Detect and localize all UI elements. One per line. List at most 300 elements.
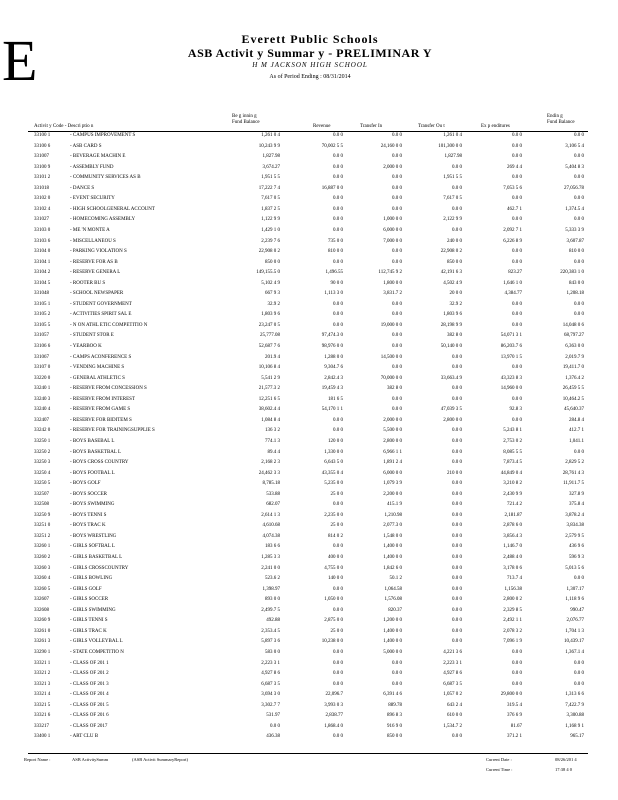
current-date-label: Current Date : xyxy=(486,757,512,762)
school-name: Everett Public Schools xyxy=(241,32,379,46)
transfer-in: 50.1 2 xyxy=(389,576,402,582)
expenditures: 14,960 0 0 xyxy=(500,386,522,392)
activity-code: 33104 0 xyxy=(34,249,51,255)
transfer-in: 19,000 0 0 xyxy=(380,322,402,328)
transfer-in: 0.0 0 xyxy=(392,249,402,255)
table-row xyxy=(0,492,618,503)
expenditures: 0.0 0 xyxy=(512,312,522,318)
revenue: 5,235 0 0 xyxy=(324,481,343,487)
revenue: 0.0 0 xyxy=(333,681,343,687)
transfer-out: 4,927 8 6 xyxy=(443,671,462,677)
activity-description: - GIRLS TRAC K xyxy=(70,628,107,634)
ending-balance: 1,376.4 2 xyxy=(565,375,584,381)
activity-code: 33260 5 xyxy=(34,586,51,592)
ending-balance: 0.0 0 xyxy=(574,312,584,318)
revenue: 0.0 0 xyxy=(333,227,343,233)
activity-description: - RESERVE FOR TRAININGSUPPLIE S xyxy=(70,428,155,434)
beginning-balance: 8,785.18 xyxy=(262,481,280,487)
ending-balance: 1,367.1 4 xyxy=(565,649,584,655)
transfer-in: 0.0 0 xyxy=(392,154,402,160)
activity-description: - CAMPS ACONFERENCE S xyxy=(70,354,132,360)
table-row xyxy=(0,207,618,218)
ending-balance: 596 9 3 xyxy=(569,555,584,560)
expenditures: 81.67 xyxy=(510,723,522,729)
revenue: 0.0 0 xyxy=(333,734,343,740)
activity-code: 33103 6 xyxy=(34,238,51,244)
beginning-balance: 1,122 9 9 xyxy=(261,217,280,223)
revenue: 140 0 0 xyxy=(328,576,343,582)
table-row xyxy=(0,587,618,598)
expenditures: 0.0 0 xyxy=(512,143,522,149)
ending-balance: 2,579 9 5 xyxy=(565,533,584,539)
transfer-in: 3,831.7 2 xyxy=(383,291,402,297)
beginning-balance: 17,222 7 4 xyxy=(258,185,280,191)
activity-description: - RESERVE GENERA L xyxy=(70,270,121,276)
activity-code: 33260 2 xyxy=(34,555,51,560)
activity-code: 33321 1 xyxy=(34,660,51,666)
revenue: 814 0 2 xyxy=(328,533,343,539)
transfer-out: 0.0 0 xyxy=(452,164,462,170)
transfer-out: 2,800 0 0 xyxy=(443,417,462,423)
report-letter: E xyxy=(2,28,38,93)
transfer-out: 2,122 9 9 xyxy=(443,217,462,223)
transfer-out: 0.0 0 xyxy=(452,586,462,592)
transfer-in: 1,576.08 xyxy=(384,597,402,603)
table-row xyxy=(0,523,618,534)
table-row xyxy=(0,481,618,492)
col-activity: Activit y Code - Descri ptio n xyxy=(34,124,94,129)
activity-code: 33321 3 xyxy=(34,681,51,687)
activity-description: - VENDING MACHINE S xyxy=(70,365,125,371)
revenue: 0.0 0 xyxy=(333,312,343,318)
table-row xyxy=(0,629,618,640)
activity-description: - CLASS OF 201 2 xyxy=(70,671,109,677)
table-row xyxy=(0,270,618,281)
col-transfer-out: Transfer Ou t xyxy=(418,124,445,129)
transfer-out: 0.0 0 xyxy=(452,533,462,539)
activity-description: - BOYS TRAC K xyxy=(70,523,106,529)
expenditures: 0.0 0 xyxy=(512,417,522,423)
table-row xyxy=(0,249,618,260)
ending-balance: 220,383 1 0 xyxy=(560,270,584,276)
transfer-out: 0.0 0 xyxy=(452,185,462,191)
expenditures: 2,329 8 5 xyxy=(503,607,522,613)
activity-description: - HIGH SCHOOLGENERAL ACCOUNT xyxy=(70,206,155,212)
activity-description: - BOYS CROSS COUNTRY xyxy=(70,460,129,466)
expenditures: 8,085 5 5 xyxy=(503,449,522,455)
beginning-balance: 523.6 2 xyxy=(265,576,280,582)
col-ending-line2: Fund Balance xyxy=(547,120,575,125)
transfer-out: 0.0 0 xyxy=(452,576,462,582)
activity-code: 33321 6 xyxy=(34,713,51,719)
activity-code: 33260 4 xyxy=(34,576,51,582)
transfer-out: 0.0 0 xyxy=(452,618,462,624)
transfer-in: 2,200 0 0 xyxy=(383,491,402,497)
activity-code: 33261 0 xyxy=(34,628,51,634)
transfer-out: 1,827.98 xyxy=(444,154,462,160)
transfer-in: 6,000 0 0 xyxy=(383,227,402,233)
ending-balance: 327.8 9 xyxy=(569,491,584,497)
activity-description: - CLASS OF 201 3 xyxy=(70,681,109,687)
table-row xyxy=(0,418,618,429)
expenditures: 5,243 8 1 xyxy=(503,428,522,434)
transfer-in: 1,064.58 xyxy=(384,586,402,592)
table-row xyxy=(0,471,618,482)
revenue: 0.0 0 xyxy=(333,671,343,677)
revenue: 25 0 0 xyxy=(330,628,343,634)
ending-balance: 0.0 0 xyxy=(574,449,584,455)
expenditures: 7,096 1 9 xyxy=(503,639,522,645)
table-row xyxy=(0,502,618,513)
expenditures: 2,078 3 2 xyxy=(503,628,522,634)
expenditures: 2,181.87 xyxy=(504,512,522,518)
transfer-in: 70,000 0 0 xyxy=(380,375,402,381)
ending-balance: 28,761 4 3 xyxy=(562,470,584,476)
expenditures: 0.0 0 xyxy=(512,396,522,402)
expenditures: 721.4 2 xyxy=(507,502,522,508)
transfer-in: 5,500 0 0 xyxy=(383,428,402,434)
table-row xyxy=(0,713,618,724)
expenditures: 0.0 0 xyxy=(512,196,522,202)
expenditures: 0.0 0 xyxy=(512,671,522,677)
transfer-out: 4,221 3 6 xyxy=(443,649,462,655)
activity-description: - ASSEMBLY FUND xyxy=(70,164,114,170)
transfer-in: 2,000 0 0 xyxy=(383,417,402,423)
table-row xyxy=(0,597,618,608)
transfer-in: 5,000 0 0 xyxy=(383,649,402,655)
beginning-balance: 1,285 3 3 xyxy=(261,555,280,560)
transfer-out: 610 0 0 xyxy=(447,713,462,719)
revenue: 9,304.7 6 xyxy=(324,365,343,371)
expenditures: 43,323 8 3 xyxy=(500,375,522,381)
ending-balance: 810 0 0 xyxy=(569,249,584,255)
beginning-balance: 32.9 2 xyxy=(267,301,280,307)
transfer-in: 1,200 0 0 xyxy=(383,618,402,624)
transfer-out: 0.0 0 xyxy=(452,386,462,392)
beginning-balance: 1,084 8 4 xyxy=(261,417,280,423)
expenditures: 1,156.38 xyxy=(504,586,522,592)
school-subtitle: H M JACKSON HIGH SCHOOL xyxy=(252,61,368,69)
transfer-in: 1,210.98 xyxy=(384,512,402,518)
beginning-balance: 4,927 8 6 xyxy=(261,671,280,677)
beginning-balance: 1,803 9 6 xyxy=(261,312,280,318)
beginning-balance: 25,777.08 xyxy=(260,333,280,339)
transfer-in: 0.0 0 xyxy=(392,259,402,265)
transfer-in: 1,548 0 0 xyxy=(383,533,402,539)
transfer-out: 0.0 0 xyxy=(452,206,462,212)
activity-description: - EVENT SECURITY xyxy=(70,196,115,202)
revenue: 2,838.77 xyxy=(325,713,343,719)
ending-balance: 0.0 0 xyxy=(574,154,584,160)
activity-code: 333217 xyxy=(34,723,49,729)
activity-description: - GIRLS SWIMMING xyxy=(70,607,116,613)
transfer-out: 42,191 6 3 xyxy=(440,270,462,276)
transfer-out: 0.0 0 xyxy=(452,438,462,444)
activity-description: - RESERVE FROM GAME S xyxy=(70,407,131,413)
activity-description: - ACTIVITIES SPIRIT SAL E xyxy=(70,312,132,318)
transfer-out: 240 0 0 xyxy=(447,238,462,244)
transfer-out: 0.0 0 xyxy=(452,597,462,603)
activity-description: - CLASS OF 201 6 xyxy=(70,713,109,719)
expenditures: 0.0 0 xyxy=(512,259,522,265)
transfer-in: 14,500 0 0 xyxy=(380,354,402,360)
transfer-in: 0.0 0 xyxy=(392,333,402,339)
activity-code: 33104 1 xyxy=(34,259,51,265)
expenditures: 2,092 7 1 xyxy=(503,227,522,233)
revenue: 0.0 0 xyxy=(333,164,343,170)
ending-balance: 3,607.87 xyxy=(566,238,584,244)
header-rule xyxy=(28,131,588,132)
activity-description: - GIRLS BOWLING xyxy=(70,576,113,582)
activity-description: - GIRLS SOFTBAL L xyxy=(70,544,115,550)
transfer-out: 101,300 0 0 xyxy=(438,143,462,149)
ending-balance: 1,313 6 6 xyxy=(565,692,584,698)
transfer-out: 1,057 0 2 xyxy=(443,692,462,698)
table-row xyxy=(0,323,618,334)
ending-balance: 965.17 xyxy=(570,734,584,740)
revenue: 810 0 0 xyxy=(328,249,343,255)
transfer-out: 20 0 0 xyxy=(449,291,462,297)
ending-balance: 0.0 0 xyxy=(574,660,584,666)
activity-code: 33100 6 xyxy=(34,143,51,149)
transfer-out: 1,534.7 2 xyxy=(443,723,462,729)
expenditures: 0.0 0 xyxy=(512,322,522,328)
revenue: 400 0 0 xyxy=(328,555,343,560)
beginning-balance: 533.88 xyxy=(266,491,280,497)
transfer-out: 0.0 0 xyxy=(452,628,462,634)
table-row xyxy=(0,439,618,450)
transfer-out: 850 0 0 xyxy=(447,259,462,265)
transfer-out: 0.0 0 xyxy=(452,481,462,487)
ending-balance: 68,797.27 xyxy=(564,333,584,339)
activity-description: - YEARBOO K xyxy=(70,344,102,349)
activity-description: - ROOTER BU S xyxy=(70,280,106,286)
ending-balance: 1,374.5 4 xyxy=(565,206,584,212)
table-row xyxy=(0,154,618,165)
activity-description: - CLASS OF 2017 xyxy=(70,723,108,729)
revenue: 98,976 0 0 xyxy=(321,344,343,349)
transfer-in: 6,966 1 1 xyxy=(383,449,402,455)
current-date: 08/26/201 4 xyxy=(555,757,577,762)
transfer-in: 415.1 9 xyxy=(387,502,402,508)
activity-code: 33251 2 xyxy=(34,533,51,539)
beginning-balance: 1,429 1 0 xyxy=(261,227,280,233)
transfer-out: 2,223 3 1 xyxy=(443,660,462,666)
ending-balance: 3,834.38 xyxy=(566,523,584,529)
transfer-out: 0.0 0 xyxy=(452,523,462,529)
beginning-balance: 2,353.4 5 xyxy=(261,628,280,634)
beginning-balance: 667 9 3 xyxy=(265,291,280,297)
revenue: 0.0 0 xyxy=(333,607,343,613)
ending-balance: 26,459 5 5 xyxy=(562,386,584,392)
beginning-balance: 531.97 xyxy=(266,713,280,719)
revenue: 0.0 0 xyxy=(333,649,343,655)
transfer-out: 1,803 9 6 xyxy=(443,312,462,318)
beginning-balance: 5,102 4 9 xyxy=(261,280,280,286)
transfer-in: 2,800 0 0 xyxy=(383,438,402,444)
activity-description: - BOYS BASKETBAL L xyxy=(70,449,122,455)
activity-description: - N ON ATHL ETIC COMPETITIO N xyxy=(70,322,148,328)
revenue: 1,496.55 xyxy=(325,270,343,276)
beginning-balance: 4,610.68 xyxy=(262,523,280,529)
col-beginning-line2: Fund Balance xyxy=(232,120,260,125)
ending-balance: 2,829 5 2 xyxy=(565,460,584,466)
revenue: 0.0 0 xyxy=(333,502,343,508)
expenditures: 0.0 0 xyxy=(512,681,522,687)
activity-code: 33250 4 xyxy=(34,470,51,476)
activity-description: - BOYS FOOTBAL L xyxy=(70,470,115,476)
beginning-balance: 2,239 7 6 xyxy=(261,238,280,244)
beginning-balance: 2,223 3 1 xyxy=(261,660,280,666)
table-row xyxy=(0,734,618,745)
activity-code: 33105 1 xyxy=(34,301,51,307)
activity-code: 33260 3 xyxy=(34,565,51,571)
expenditures: 3,178 0 6 xyxy=(503,565,522,571)
activity-code: 33400 1 xyxy=(34,734,51,740)
activity-description: - DANCE S xyxy=(70,185,95,191)
revenue: 2,842.4 3 xyxy=(324,375,343,381)
report-code: (ASB Activit SummaryReport) xyxy=(132,757,188,762)
transfer-out: 28,198 9 9 xyxy=(440,322,462,328)
table-row xyxy=(0,165,618,176)
expenditures: 1,646 1 0 xyxy=(503,280,522,286)
table-row xyxy=(0,281,618,292)
revenue: 22,096.7 xyxy=(325,692,343,698)
revenue: 19,459 4 3 xyxy=(321,386,343,392)
col-transfer-in: Transfer In xyxy=(360,124,383,129)
current-time: 17:38 4 0 xyxy=(555,767,573,772)
beginning-balance: 3,302.7 7 xyxy=(261,702,280,708)
revenue: 1,288 0 0 xyxy=(324,354,343,360)
activity-description: - BOYS TENNI S xyxy=(70,512,107,518)
transfer-out: 0.0 0 xyxy=(452,449,462,455)
activity-code: 33106 6 xyxy=(34,344,51,349)
table-row xyxy=(0,703,618,714)
expenditures: 713.7 4 xyxy=(507,576,522,582)
ending-balance: 0.0 0 xyxy=(574,671,584,677)
ending-balance: 990.47 xyxy=(570,607,584,613)
beginning-balance: 492.88 xyxy=(266,618,280,624)
activity-description: - MISCELLANEOU S xyxy=(70,238,116,244)
activity-description: - GIRLS BASKETBAL L xyxy=(70,555,123,560)
expenditures: 0.0 0 xyxy=(512,175,522,181)
revenue: 25 0 0 xyxy=(330,523,343,529)
activity-code: 331067 xyxy=(34,354,49,360)
expenditures: 44,849 0 4 xyxy=(500,470,522,476)
activity-code: 33105 2 xyxy=(34,312,51,318)
transfer-in: 1,800 0 0 xyxy=(383,280,402,286)
transfer-in: 6,391 4 6 xyxy=(383,692,402,698)
beginning-balance: 52,687 7 6 xyxy=(258,344,280,349)
table-row xyxy=(0,186,618,197)
beginning-balance: 682.07 xyxy=(266,502,280,508)
expenditures: 462.7 1 xyxy=(507,206,522,212)
current-time-label: Current Time : xyxy=(486,767,513,772)
revenue: 43,355 0 4 xyxy=(321,470,343,476)
ending-balance: 0.0 0 xyxy=(574,175,584,181)
table-row xyxy=(0,724,618,735)
expenditures: 0.0 0 xyxy=(512,660,522,666)
ending-balance: 3,878.2 4 xyxy=(565,512,584,518)
beginning-balance: 1,951 5 5 xyxy=(261,175,280,181)
ending-balance: 1,208.18 xyxy=(566,291,584,297)
beginning-balance: 2,614 1 3 xyxy=(261,512,280,518)
table-row xyxy=(0,365,618,376)
transfer-out: 0.0 0 xyxy=(452,555,462,560)
expenditures: 7,053 5 6 xyxy=(503,185,522,191)
beginning-balance: 850 0 0 xyxy=(265,259,280,265)
ending-balance: 0.0 0 xyxy=(574,133,584,138)
transfer-out: 0.0 0 xyxy=(452,544,462,550)
activity-code: 332608 xyxy=(34,607,49,613)
transfer-in: 0.0 0 xyxy=(392,660,402,666)
activity-code: 332508 xyxy=(34,502,49,508)
expenditures: 2,878 6 0 xyxy=(503,523,522,529)
ending-balance: 375.8 4 xyxy=(569,502,584,508)
transfer-in: 0.0 0 xyxy=(392,185,402,191)
activity-code: 33250 9 xyxy=(34,512,51,518)
table-row xyxy=(0,566,618,577)
beginning-balance: 6,687 3 5 xyxy=(261,681,280,687)
activity-code: 33321 4 xyxy=(34,692,51,698)
activity-description: - STUDENT GOVERNMENT xyxy=(70,301,132,307)
transfer-in: 1,400 0 0 xyxy=(383,639,402,645)
table-row xyxy=(0,260,618,271)
expenditures: 269 4 4 xyxy=(507,164,522,170)
beginning-balance: 774.1 3 xyxy=(265,438,280,444)
expenditures: 0.0 0 xyxy=(512,217,522,223)
transfer-out: 0.0 0 xyxy=(452,227,462,233)
ending-balance: 2,076.77 xyxy=(566,618,584,624)
revenue: 2,235 0 0 xyxy=(324,512,343,518)
transfer-in: 1,400 0 0 xyxy=(383,544,402,550)
ending-balance: 7,422.7 9 xyxy=(565,702,584,708)
transfer-in: 2,000 0 0 xyxy=(383,164,402,170)
transfer-in: 0.0 0 xyxy=(392,175,402,181)
ending-balance: 14,048 0 6 xyxy=(562,322,584,328)
table-row xyxy=(0,576,618,587)
revenue: 1,050 0 0 xyxy=(324,597,343,603)
expenditures: 0.0 0 xyxy=(512,365,522,371)
table-row xyxy=(0,228,618,239)
expenditures: 4,384.77 xyxy=(504,291,522,297)
activity-code: 33261 3 xyxy=(34,639,51,645)
activity-code: 33290 1 xyxy=(34,649,51,655)
ending-balance: 412.7 1 xyxy=(569,428,584,434)
revenue: 10,238 0 0 xyxy=(321,639,343,645)
transfer-out: 0.0 0 xyxy=(452,607,462,613)
transfer-in: 112,745 9 2 xyxy=(378,270,402,276)
revenue: 0.0 0 xyxy=(333,586,343,592)
revenue: 0.0 0 xyxy=(333,417,343,423)
revenue: 0.0 0 xyxy=(333,217,343,223)
revenue: 6,643 5 0 xyxy=(324,460,343,466)
transfer-in: 0.0 0 xyxy=(392,133,402,138)
beginning-balance: 183 6 6 xyxy=(265,544,280,550)
expenditures: 54,071 3 1 xyxy=(500,333,522,339)
transfer-out: 0.0 0 xyxy=(452,354,462,360)
revenue: 1,113 3 0 xyxy=(324,291,343,297)
activity-description: - ME 'N MONTE A xyxy=(70,227,110,233)
ending-balance: 10,439.17 xyxy=(564,639,584,645)
activity-code: 33101 2 xyxy=(34,175,51,181)
expenditures: 29,800 0 0 xyxy=(500,692,522,698)
transfer-in: 889.78 xyxy=(388,702,402,708)
transfer-in: 0.0 0 xyxy=(392,407,402,413)
beginning-balance: 1,398.97 xyxy=(262,586,280,592)
table-row xyxy=(0,450,618,461)
table-row xyxy=(0,555,618,566)
